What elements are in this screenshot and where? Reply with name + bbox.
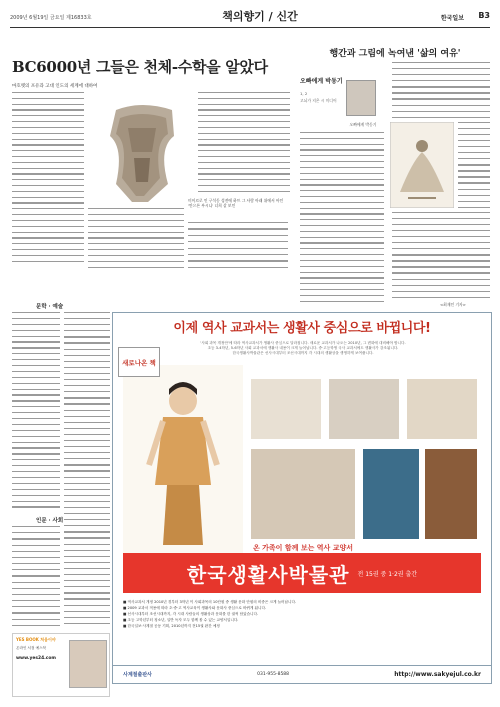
article-body-col-2 xyxy=(198,92,290,192)
article-body-col-1 xyxy=(12,92,84,262)
review-body-col-2 xyxy=(392,62,490,118)
yes24-subtitle: 온라인 서점 예스북 xyxy=(16,646,47,650)
ad-intro xyxy=(123,341,483,356)
author-photo-caption: 오빠에게 박동기 xyxy=(349,122,377,127)
ad-phone: 031-955-8588 xyxy=(257,672,290,677)
column-head-humanities: 인문 · 사회 xyxy=(36,518,64,524)
yes24-url[interactable]: www.yes24.com xyxy=(16,656,56,661)
issue-date: 2009년 6월19일 금요일 제16833호 xyxy=(10,15,92,21)
ad-notes xyxy=(123,599,483,629)
ad-banner-title: 한국생활사박물관 xyxy=(186,562,350,587)
ad-note: ■ 2009 교과서 적용에 따라 초·중·고 역사교육이 생활사와 문화사 중심으로 바뀌게 됩니다. xyxy=(123,606,267,610)
ad-banner xyxy=(123,553,481,593)
ad-footer xyxy=(113,665,491,683)
statue-photo xyxy=(88,92,196,204)
column-head-literature: 문학 · 예술 xyxy=(36,304,64,310)
book-volume: 1, 2 xyxy=(300,91,308,96)
review-body-col-3 xyxy=(458,122,490,208)
yes24-portrait xyxy=(69,640,107,688)
new-books-badge-text: 새로나온 책 xyxy=(122,358,156,367)
ad-headline-text: 이제 역사 교과서는 생활사 중심으로 바뀝니다! xyxy=(173,320,431,336)
ad-publisher: 사계절출판사 xyxy=(123,672,152,678)
book-cover-illustration xyxy=(390,122,454,208)
ad-girl-illustration xyxy=(123,365,243,563)
ad-note: ■ 선사시대부터 조선시대까지, 각 시대 사람들의 생활상과 문화를 한 권씩 담았습니다. xyxy=(123,612,259,616)
ad-note: ■ 역사교과서 개정 2010년 경부터 3학년 이 사회과목의 10단원 중 생활 문화 단원의 비중은 크게 늘어납니다. xyxy=(123,600,297,604)
section-title: 책의향기 / 신간 xyxy=(222,10,298,23)
book-advertisement xyxy=(112,312,492,684)
book-publisher: 고뇌가 지은 시 미디어 xyxy=(300,98,337,103)
author-photo xyxy=(346,80,376,116)
newspaper-name: 한국일보 xyxy=(440,15,464,22)
page-header xyxy=(10,6,490,28)
photo-caption: 미이르로 인 구석동 성전에 하트 그 사람 아래 위에서 아인 '안으론 부시니' 너희 살 보인 xyxy=(188,198,284,208)
ad-url[interactable]: http://www.sakyejul.co.kr xyxy=(394,671,481,678)
review-body-col-1 xyxy=(300,132,384,302)
ad-intro-line-2: 초등 3-4학년, 5-6학년 사회 교과서에 생활사 내용이 크게 늘어납니다. 중·고등학생 국사 교과서에도 생활사가 강조됩니다. xyxy=(207,346,399,350)
yes24-advertisement xyxy=(12,633,110,697)
ad-note: ■ 한국일보·사계절 공동 기획, 2010년까지 전15권 완간 예정 xyxy=(123,624,220,628)
new-books-col-1 xyxy=(12,312,60,508)
ad-banner-tagline: 온 가족이 함께 보는 역사 교양서 xyxy=(252,544,354,552)
ad-intro-line-1: '사회 과목 개정안'에 따라 역사교과서가 생활사 중심으로 달라집니다. 새로운 교과서가 나오는 2010년, 그 변화에 대비해야 합니다. xyxy=(200,341,406,345)
review-body-col-4 xyxy=(392,212,490,298)
review-headline: 행간과 그림에 녹여낸 '삶의 여유' xyxy=(329,49,461,59)
yes24-logo: YES BOOK 처음이야 xyxy=(16,637,56,642)
article-byline: 마호멧의 포유과 고대 인도의 세계에 대하여 xyxy=(12,84,98,89)
reporter-signature: <최재인 기자> xyxy=(440,302,466,307)
page-number: B3 xyxy=(478,11,490,20)
article-body-col-4 xyxy=(188,222,288,268)
article-headline: BC6000년 그들은 천체-수학을 알았다 xyxy=(12,58,268,76)
new-books-col-2 xyxy=(64,312,110,624)
ad-headline xyxy=(113,313,491,339)
ad-book-covers xyxy=(243,369,483,549)
book-title: 오빠에게 박동기 xyxy=(300,78,343,85)
article-body-col-3 xyxy=(88,208,184,268)
ad-intro-line-3: 한국생활사박물관은 선사시대부터 조선시대까지 각 시대의 생활상을 생생하게 보여줍니다. xyxy=(232,351,374,355)
new-books-col-1b xyxy=(12,526,60,626)
ad-banner-volumes: 전 15권 중 1·2권 출간 xyxy=(357,570,418,578)
ad-note: ■ 초등 고학년부터 청소년, 일반 독자 모두 함께 볼 수 있는 교양서입니다. xyxy=(123,618,239,622)
new-books-badge xyxy=(118,347,160,377)
